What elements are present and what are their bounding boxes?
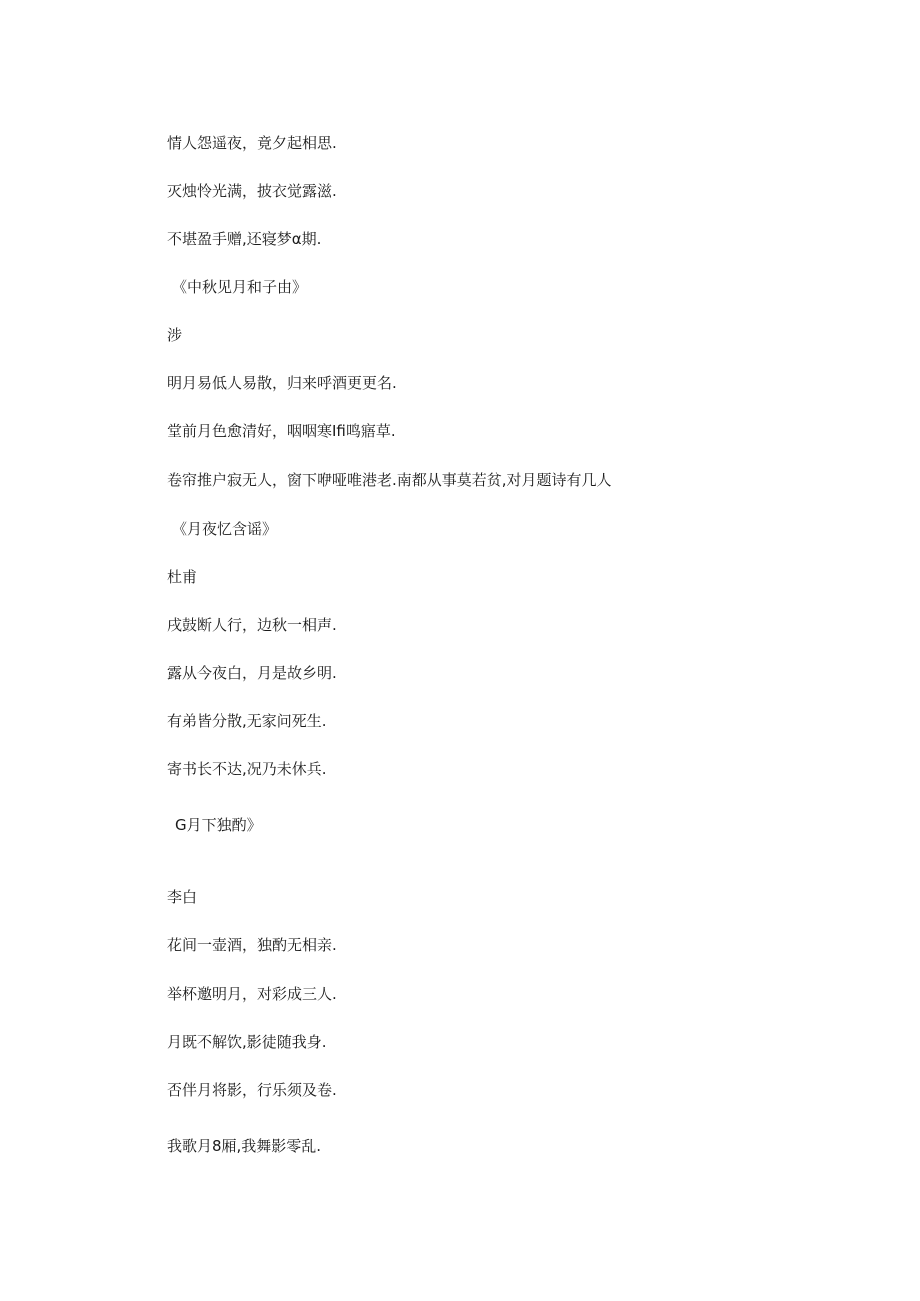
poem-line: 我歌月8厢,我舞影零乱. <box>167 1137 322 1155</box>
poem-line: 否伴月将影，行乐须及卷. <box>167 1081 337 1099</box>
poem-title: 《月夜忆含谣》 <box>172 520 278 538</box>
poem-line: 举杯邀明月，对彩成三人. <box>167 985 337 1003</box>
poem-title: 《中秋见月和子由》 <box>172 278 308 296</box>
poem-line: 堂前月色愈清好，咽咽寒Ifi鸣寤草. <box>167 422 396 440</box>
poem-line: 有弟皆分散,无家问死生. <box>167 712 327 730</box>
poem-author: 杜甫 <box>167 568 198 586</box>
poem-author: 涉 <box>167 326 183 344</box>
poem-line: 花间一壶酒，独酌无相亲. <box>167 936 337 954</box>
poem-line: 情人怨遥夜，竟夕起相思. <box>167 134 337 152</box>
poem-title: G月下独酌》 <box>175 816 262 834</box>
poem-line: 不堪盈手赠,还寝梦α期. <box>167 230 322 248</box>
poem-line: 月既不解饮,影徒随我身. <box>167 1033 327 1051</box>
poem-line: 戌鼓断人行，边秋一相声. <box>167 616 337 634</box>
poem-line: 明月易低人易散，归来呼酒更更名. <box>167 374 397 392</box>
poem-author: 李白 <box>167 888 198 906</box>
poem-line: 灭烛怜光满，披衣觉露滋. <box>167 182 337 200</box>
poem-line: 寄书长不达,况乃未休兵. <box>167 760 327 778</box>
poem-line: 露从今夜白，月是故乡明. <box>167 664 337 682</box>
poem-line: 卷帘推户寂无人，窗下咿哑唯港老.南都从事莫若贫,对月题诗有几人 <box>167 471 612 489</box>
